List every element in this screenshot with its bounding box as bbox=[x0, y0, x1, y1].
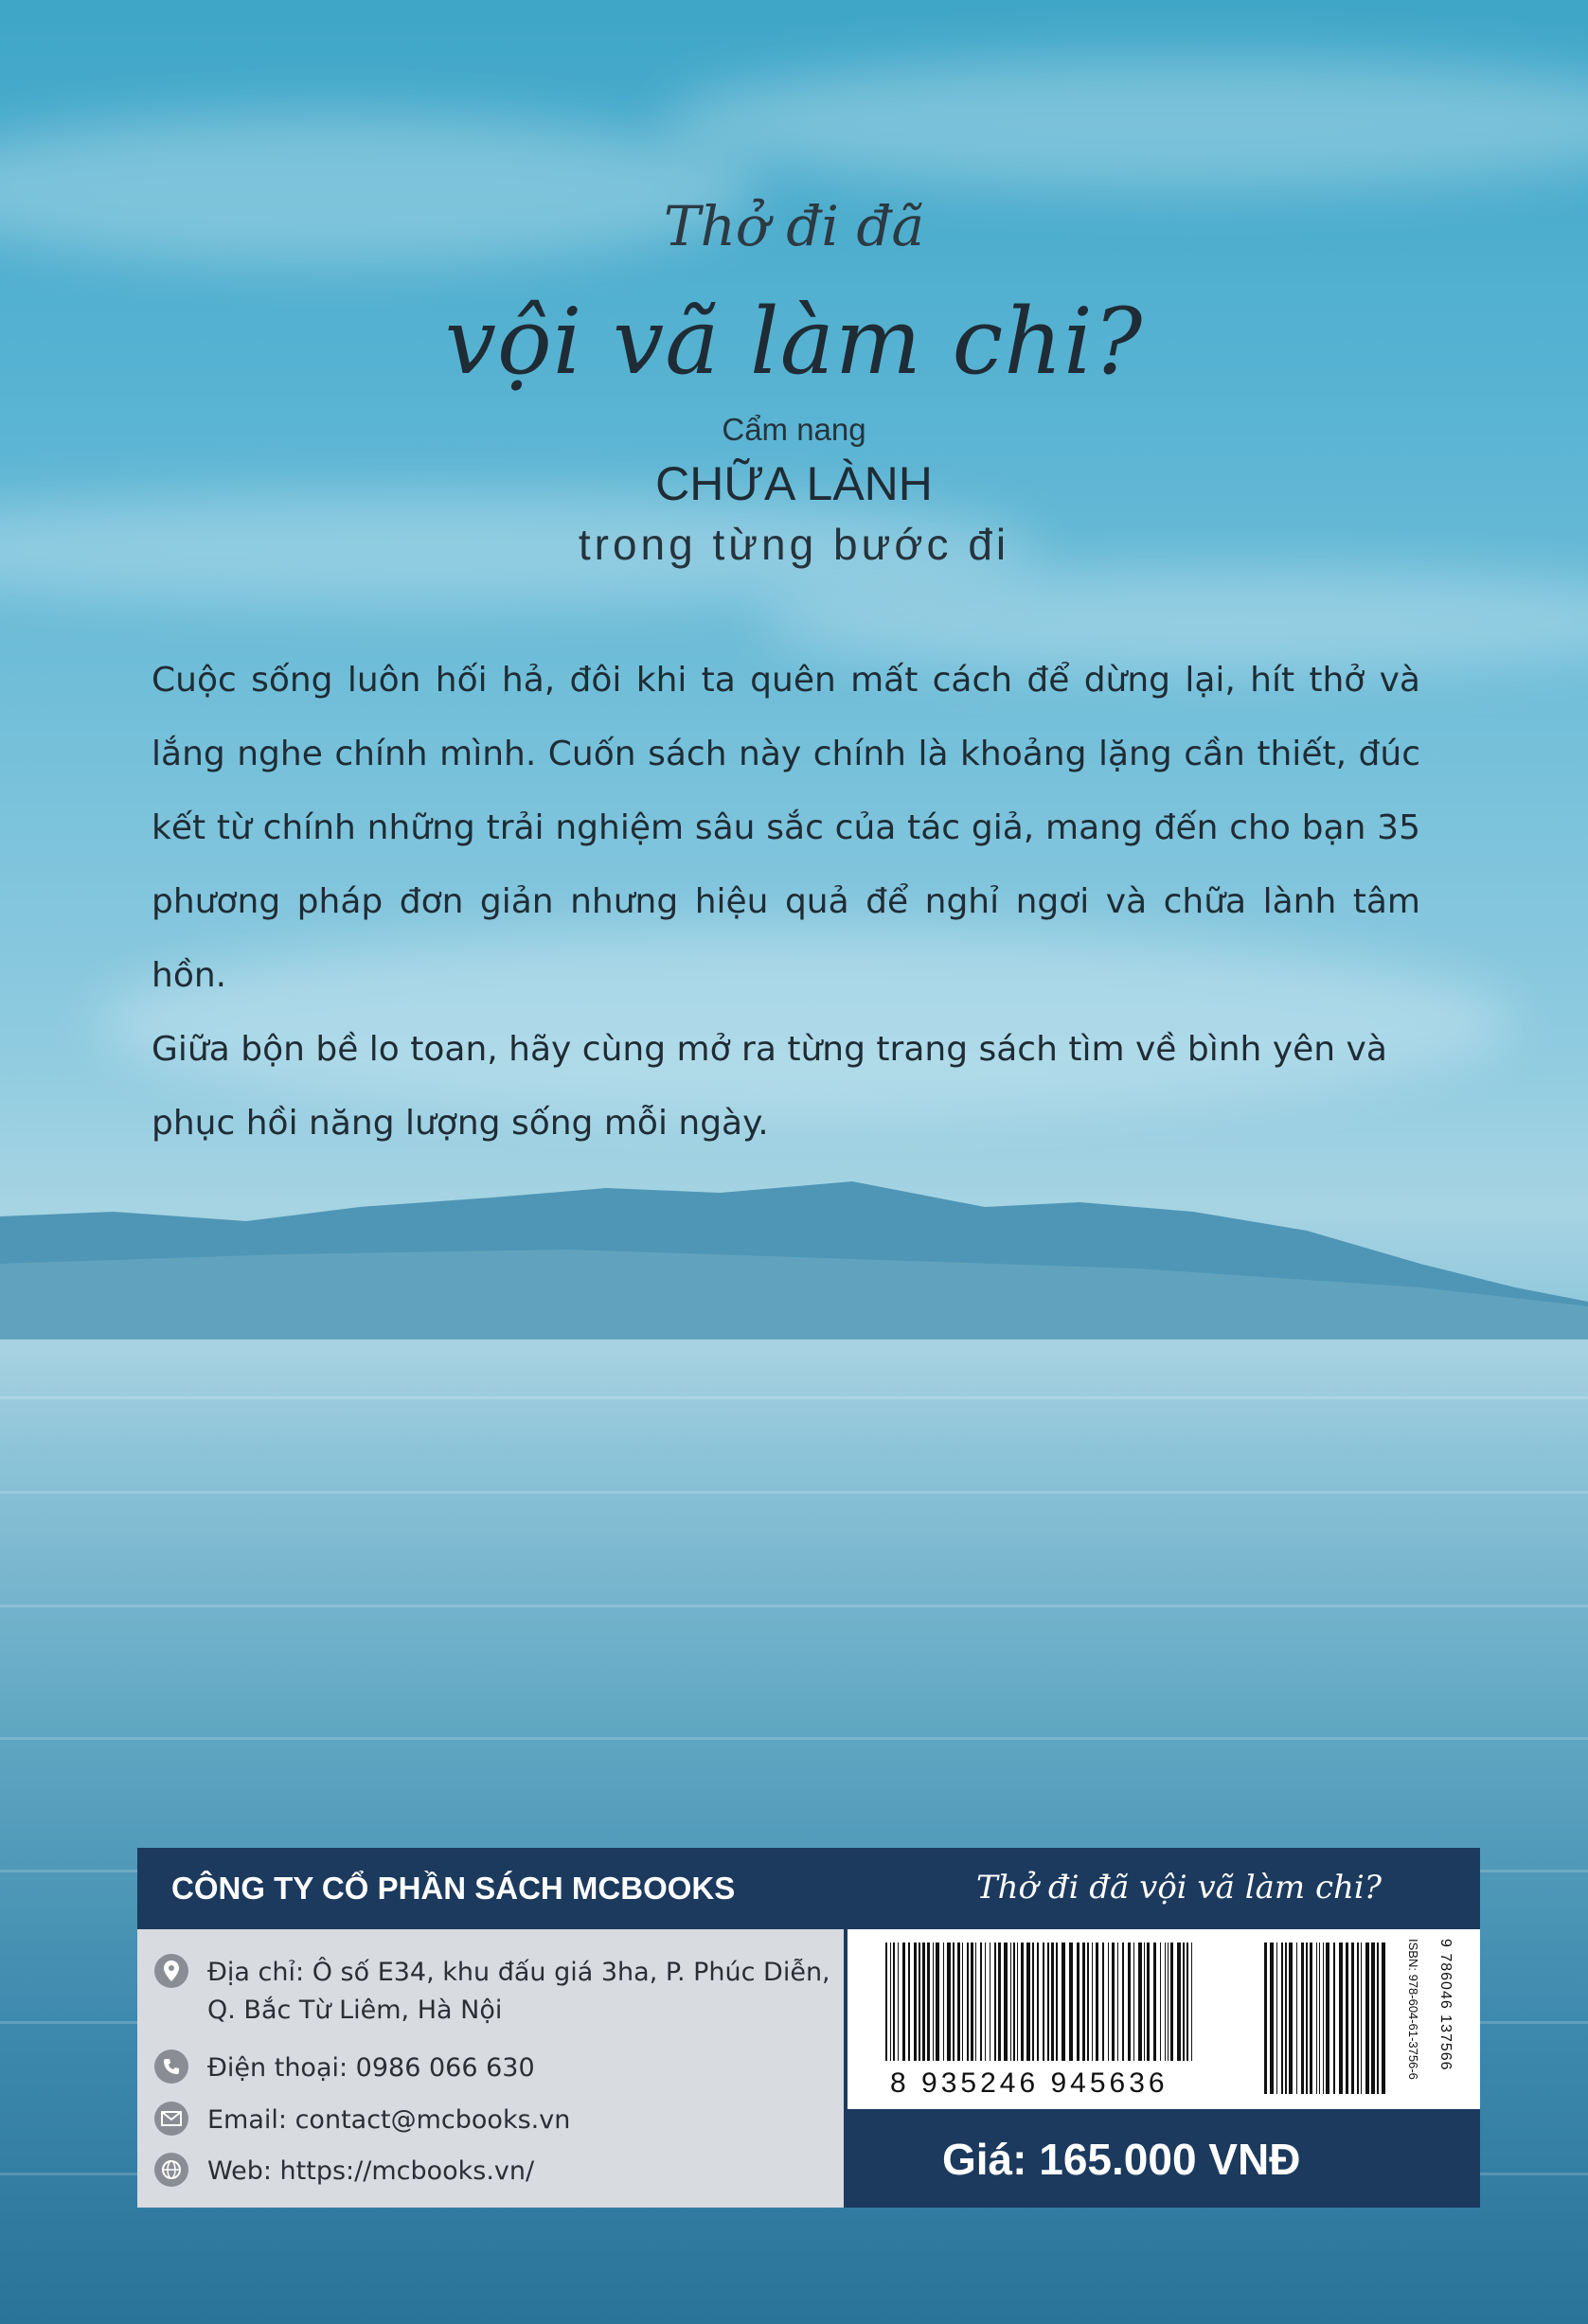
blurb-paragraph-2: Giữa bộn bề lo toan, hãy cùng mở ra từng trang sách tìm về bình yên và phục hồi năng lượng sống mỗi ngày. bbox=[152, 1030, 1387, 1143]
barcode-bar bbox=[1170, 1943, 1173, 2061]
barcode-bar bbox=[1032, 1943, 1034, 2061]
barcode-bar bbox=[1187, 1943, 1188, 2061]
phone-text: Điện thoại: 0986 066 630 bbox=[207, 2053, 535, 2083]
address-line-1: Địa chỉ: Ô số E34, khu đấu giá 3ha, P. Phúc Diễn, bbox=[207, 1958, 830, 1987]
company-name: CÔNG TY CỔ PHẦN SÁCH MCBOOKS bbox=[171, 1871, 736, 1906]
barcode-bar bbox=[1377, 1943, 1379, 2094]
barcode-bar bbox=[1037, 1943, 1039, 2061]
barcode-bar bbox=[1319, 1943, 1320, 2094]
publisher-header bbox=[137, 1848, 1480, 1929]
barcode-bar bbox=[975, 1943, 976, 2061]
barcode-bar bbox=[994, 1943, 996, 2061]
barcode-bar bbox=[1043, 1943, 1044, 2061]
barcode-bar bbox=[962, 1943, 963, 2061]
barcode-bar bbox=[953, 1943, 955, 2061]
isbn-label: ISBN: 978-604-61-3756-6 bbox=[1406, 1939, 1420, 2080]
publisher-info-box bbox=[137, 1848, 1480, 2208]
barcode-bar bbox=[971, 1943, 973, 2061]
barcode-bar bbox=[1010, 1943, 1011, 2061]
barcode-bar bbox=[1047, 1943, 1049, 2061]
barcode-bar bbox=[927, 1943, 930, 2061]
ean-barcode bbox=[885, 1943, 1198, 2070]
barcode-bar bbox=[1310, 1943, 1312, 2094]
barcode-bar bbox=[890, 1943, 891, 2061]
globe-icon bbox=[154, 2153, 188, 2187]
barcode-bar bbox=[1144, 1943, 1145, 2061]
barcode-bar bbox=[998, 1943, 1001, 2061]
barcode-bar bbox=[893, 1943, 895, 2061]
barcode-bar bbox=[1147, 1943, 1150, 2061]
barcode-bar bbox=[1153, 1943, 1156, 2061]
barcode-bar bbox=[1122, 1943, 1124, 2061]
barcode-bar bbox=[1316, 1943, 1317, 2094]
barcode-bar bbox=[1026, 1943, 1030, 2061]
barcode-bar bbox=[1087, 1943, 1089, 2061]
barcode-bar bbox=[1004, 1943, 1008, 2061]
barcode-bar bbox=[980, 1943, 982, 2061]
barcode-bar bbox=[1296, 1943, 1297, 2094]
barcode-bar bbox=[1357, 1943, 1359, 2094]
barcode-bar bbox=[1365, 1943, 1369, 2094]
barcode-bar bbox=[1361, 1943, 1362, 2094]
barcode-bar bbox=[1108, 1943, 1109, 2061]
barcode-bar bbox=[1117, 1943, 1118, 2061]
barcode-bar bbox=[1177, 1943, 1181, 2061]
barcode-bar bbox=[943, 1943, 944, 2061]
barcode-bar bbox=[1333, 1943, 1335, 2094]
barcode-bar bbox=[1281, 1943, 1283, 2094]
barcode-bar bbox=[957, 1943, 960, 2061]
price-label: Giá: 165.000 VNĐ bbox=[942, 2135, 1301, 2184]
barcode-bar bbox=[1138, 1943, 1142, 2061]
isbn-barcode bbox=[1264, 1943, 1387, 2099]
barcode-bar bbox=[1021, 1943, 1024, 2061]
email-row bbox=[154, 2102, 570, 2139]
barcode-bar bbox=[1382, 1943, 1385, 2094]
envelope-icon bbox=[154, 2102, 188, 2136]
barcode-bar bbox=[922, 1943, 925, 2061]
barcode-bar bbox=[1191, 1943, 1192, 2061]
barcode-bar bbox=[1013, 1943, 1015, 2061]
barcode-area bbox=[848, 1929, 1480, 2109]
barcode-bar bbox=[933, 1943, 934, 2061]
barcode-bar bbox=[1326, 1943, 1329, 2094]
subtitle-line-1: Cẩm nang bbox=[722, 412, 866, 447]
water-ripple bbox=[0, 1605, 1588, 1607]
barcode-bar bbox=[1264, 1943, 1267, 2094]
book-name: Thở đi đã vội vã làm chi? bbox=[975, 1869, 1382, 1907]
barcode-bar bbox=[1289, 1943, 1293, 2094]
isbn-number: 9 786046 137566 bbox=[1437, 1939, 1454, 2071]
barcode-bar bbox=[902, 1943, 905, 2061]
barcode-bar bbox=[1082, 1943, 1085, 2061]
barcode-bar bbox=[1371, 1943, 1375, 2094]
address-row bbox=[154, 1954, 830, 2030]
barcode-bar bbox=[1077, 1943, 1079, 2061]
water-ripple bbox=[0, 1491, 1588, 1494]
price-bar bbox=[848, 2109, 1480, 2208]
contact-info bbox=[137, 1929, 844, 2208]
barcode-bar bbox=[908, 1943, 910, 2061]
barcode-bar bbox=[967, 1943, 969, 2061]
barcode-bar bbox=[914, 1943, 917, 2061]
barcode-bar bbox=[1323, 1943, 1324, 2094]
barcode-bar bbox=[1092, 1943, 1093, 2061]
barcode-bar bbox=[1276, 1943, 1277, 2094]
water-ripple bbox=[0, 1396, 1588, 1399]
barcode-bar bbox=[1270, 1943, 1274, 2094]
barcode-bar bbox=[936, 1943, 939, 2061]
subtitle-line-2: CHỮA LÀNH bbox=[655, 457, 933, 510]
barcode-number: 8 935246 945636 bbox=[890, 2067, 1169, 2099]
barcode-bar bbox=[1339, 1943, 1343, 2094]
barcode-bar bbox=[1165, 1943, 1166, 2061]
web-text: Web: https://mcbooks.vn/ bbox=[207, 2156, 535, 2186]
barcode-bar bbox=[985, 1943, 986, 2061]
barcode-bar bbox=[1128, 1943, 1131, 2061]
cloud bbox=[663, 57, 1588, 189]
water-ripple bbox=[0, 1737, 1588, 1740]
barcode-bar bbox=[1168, 1943, 1169, 2061]
phone-row bbox=[154, 2049, 535, 2087]
web-row bbox=[154, 2153, 534, 2191]
barcode-bar bbox=[1133, 1943, 1134, 2061]
barcode-bar bbox=[1346, 1943, 1348, 2094]
barcode-bar bbox=[1351, 1943, 1354, 2094]
barcode-bar bbox=[1183, 1943, 1185, 2061]
barcode-bar bbox=[1096, 1943, 1098, 2061]
email-text: Email: contact@mcbooks.vn bbox=[207, 2105, 571, 2135]
barcode-bar bbox=[1051, 1943, 1054, 2061]
barcode-bar bbox=[1069, 1943, 1073, 2061]
barcode-bar bbox=[885, 1943, 887, 2061]
phone-icon bbox=[154, 2049, 188, 2084]
barcode-bar bbox=[1112, 1943, 1115, 2061]
barcode-bar bbox=[919, 1943, 920, 2061]
barcode-bar bbox=[1017, 1943, 1018, 2061]
barcode-bar bbox=[898, 1943, 899, 2061]
barcode-bar bbox=[947, 1943, 951, 2061]
book-blurb bbox=[152, 644, 1420, 1161]
barcode-bar bbox=[1062, 1943, 1065, 2061]
barcode-bar bbox=[1285, 1943, 1287, 2094]
subtitle-line-3: trong từng bước đi bbox=[578, 520, 1010, 569]
title-line-1: Thở đi đã bbox=[663, 194, 925, 258]
barcode-bar bbox=[1102, 1943, 1104, 2061]
mountains bbox=[0, 1174, 1588, 1344]
address-line-2: Q. Bắc Từ Liêm, Hà Nội bbox=[207, 1996, 503, 2025]
location-pin-icon bbox=[154, 1954, 188, 1988]
barcode-bar bbox=[1056, 1943, 1058, 2061]
blurb-paragraph-1: Cuộc sống luôn hối hả, đôi khi ta quên mất cách để dừng lại, hít thở và lắng nghe chính mình. Cuốn sách này chính là khoảng lặng cần thiết, đúc kết từ chính những trải nghiệm sâu sắc của tác giả, mang đến cho bạn 35 phương pháp đơn giản nhưng hiệu quả để nghỉ ngơi và chữa lành tâm hồn. bbox=[152, 661, 1420, 995]
barcode-bar bbox=[1306, 1943, 1308, 2094]
barcode-bar bbox=[1301, 1943, 1304, 2094]
barcode-bar bbox=[1160, 1943, 1161, 2061]
title-line-2: vội vã làm chi? bbox=[444, 289, 1144, 395]
